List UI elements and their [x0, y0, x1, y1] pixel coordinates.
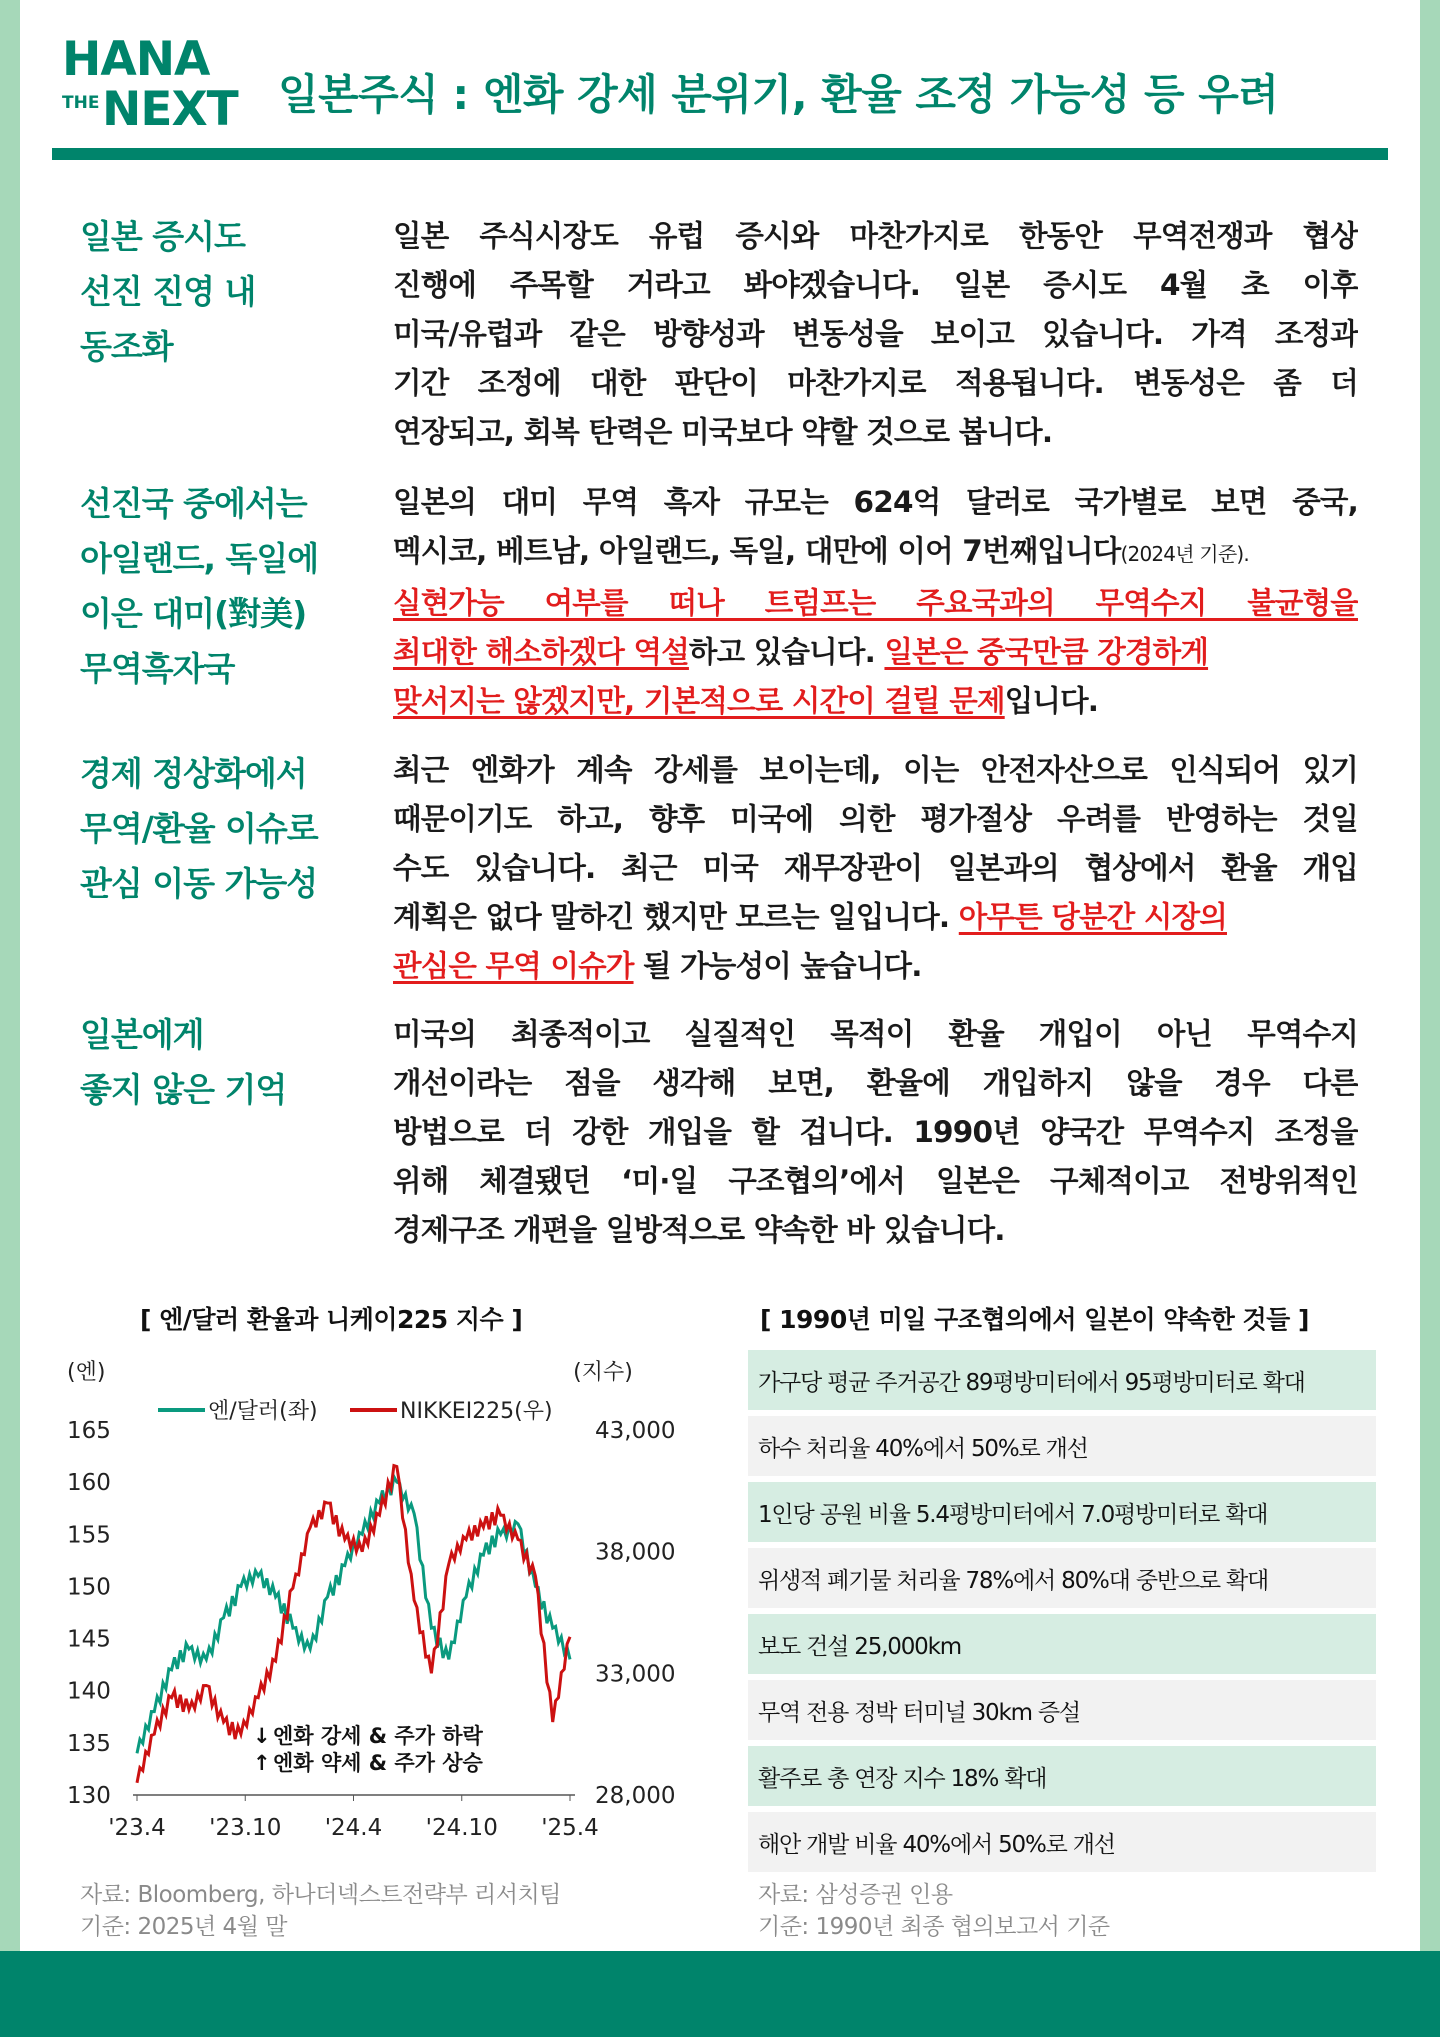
- body-line: [393, 893, 1358, 942]
- section2-heading: [80, 476, 360, 696]
- table-row: 보도 건설 25,000km: [748, 1614, 1376, 1674]
- annotation-line1: 엔화 강세 & 주가 하락: [273, 1724, 483, 1748]
- section3-heading-line: 관심 이동 가능성: [80, 864, 318, 903]
- chart-title: [ 엔/달러 환율과 니케이225 지수 ]: [140, 1305, 523, 1334]
- logo-line1: HANA: [62, 32, 210, 87]
- highlight-text: 아무튼 당분간 시장의: [958, 900, 1227, 934]
- section4-heading-line: 일본에게: [80, 1015, 204, 1054]
- y-right-tick-label: 43,000: [595, 1418, 676, 1444]
- highlight-text: 최대한 해소하겠다 역설: [393, 635, 689, 669]
- table-row: 가구당 평균 주거공간 89평방미터에서 95평방미터로 확대: [748, 1350, 1376, 1410]
- section3-heading: [80, 746, 360, 911]
- table-row: 위생적 폐기물 처리율 78%에서 80%대 중반으로 확대: [748, 1548, 1376, 1608]
- x-tick-label: '24.4: [324, 1815, 383, 1841]
- body-text: 될 가능성이 높습니다.: [633, 949, 922, 983]
- chart-source: [80, 1879, 561, 1943]
- table-source: [758, 1879, 1110, 1943]
- left-green-border: [0, 0, 20, 2037]
- highlight-text: 실현가능 여부를 떠나 트럼프는 주요국과의 무역수지 불균형을: [393, 586, 1358, 620]
- section3-heading-line: 무역/환율 이슈로: [80, 809, 318, 848]
- body-line: 일본 주식시장도 유럽 증시와 마찬가지로 한동안 무역전쟁과 협상: [393, 219, 1358, 253]
- body-line: [393, 628, 1358, 677]
- body-line: 방법으로 더 강한 개입을 할 겁니다. 1990년 양국간 무역수지 조정을: [393, 1115, 1358, 1149]
- body-line: 경제구조 개편을 일방적으로 약속한 바 있습니다.: [393, 1213, 1005, 1247]
- x-tick-label: '24.10: [425, 1815, 498, 1841]
- section3-body: [393, 746, 1358, 991]
- y-right-tick-label: 33,000: [595, 1661, 676, 1688]
- y-left-tick-label: 150: [67, 1574, 111, 1601]
- section4-heading-line: 좋지 않은 기억: [80, 1070, 287, 1109]
- body-line: 기간 조정에 대한 판단이 마찬가지로 적용됩니다. 변동성은 좀 더: [393, 366, 1358, 400]
- table-source-date: 기준: 1990년 최종 협의보고서 기준: [758, 1914, 1110, 1940]
- section2-heading-line: 무역흑자국: [80, 649, 235, 688]
- chart-source-date: 기준: 2025년 4월 말: [80, 1914, 287, 1940]
- body-line: [393, 942, 1358, 991]
- annotation-line2: 엔화 약세 & 주가 상승: [273, 1751, 483, 1775]
- table-source-text: 자료: 삼성증권 인용: [758, 1882, 953, 1908]
- body-line: 미국/유럽과 같은 방향성과 변동성을 보이고 있습니다. 가격 조정과: [393, 317, 1358, 351]
- body-line: 최근 엔화가 계속 강세를 보이는데, 이는 안전자산으로 인식되어 있기: [393, 753, 1358, 787]
- section2-heading-line: 선진국 중에서는: [80, 484, 307, 523]
- body-line: 개선이라는 점을 생각해 보면, 환율에 개입하지 않을 경우 다른: [393, 1066, 1358, 1100]
- x-tick-label: '23.4: [108, 1815, 166, 1841]
- section1-heading: [80, 209, 360, 374]
- y-left-unit-label: (엔): [67, 1360, 106, 1385]
- highlight-text: 일본은 중국만큼 강경하게: [884, 635, 1209, 669]
- body-text: 입니다.: [1004, 684, 1099, 718]
- body-line: 일본의 대미 무역 흑자 규모는 624억 달러로 국가별로 보면 중국,: [393, 485, 1358, 519]
- y-left-axis: [67, 1418, 111, 1809]
- x-axis: [108, 1795, 599, 1841]
- chart-source-text: 자료: Bloomberg, 하나더넥스트전략부 리서치팀: [80, 1882, 561, 1908]
- usdjpy-nikkei-chart: [55, 1350, 695, 1870]
- section1-body: [393, 212, 1358, 457]
- y-right-axis: [595, 1418, 675, 1809]
- body-line: 미국의 최종적이고 실질적인 목적이 환율 개입이 아닌 무역수지: [393, 1017, 1358, 1051]
- body-line: 때문이기도 하고, 향후 미국에 의한 평가절상 우려를 반영하는 것일: [393, 802, 1358, 836]
- y-left-tick-label: 165: [67, 1418, 111, 1444]
- chart-annotation: [253, 1724, 484, 1775]
- footer-band: [0, 1951, 1440, 2037]
- body-line: [393, 677, 1358, 726]
- body-line: 수도 있습니다. 최근 미국 재무장관이 일본과의 협상에서 환율 개입: [393, 851, 1358, 885]
- section1-heading-line: 선진 진영 내: [80, 272, 256, 311]
- section2-heading-line: 이은 대미(對美): [80, 594, 307, 633]
- page-title: 일본주식 : 엔화 강세 분위기, 환율 조정 가능성 등 우려: [278, 70, 1279, 119]
- legend-usdjpy-label: 엔/달러(좌): [208, 1399, 318, 1424]
- y-right-unit-label: (지수): [573, 1360, 633, 1385]
- right-green-border: [1420, 0, 1440, 2037]
- chart-legend: [158, 1399, 553, 1424]
- hana-the-next-logo: [62, 32, 258, 137]
- body-line: 연장되고, 회복 탄력은 미국보다 약할 것으로 봅니다.: [393, 415, 1053, 449]
- annotation-up-arrow: ↑: [253, 1751, 271, 1775]
- section2-heading-line: 아일랜드, 독일에: [80, 539, 319, 578]
- body-line: [393, 579, 1358, 628]
- table-row: 활주로 총 연장 지수 18% 확대: [748, 1746, 1376, 1806]
- table-title: [ 1990년 미일 구조협의에서 일본이 약속한 것들 ]: [760, 1305, 1309, 1334]
- logo-line2b: NEXT: [102, 82, 238, 137]
- body-text: 하고 있습니다.: [688, 635, 885, 669]
- body-text: 계획은 없다 말하긴 했지만 모르는 일입니다.: [393, 900, 959, 934]
- commitments-table: [748, 1350, 1376, 1878]
- title-underline: [52, 148, 1388, 160]
- section3-heading-line: 경제 정상화에서: [80, 754, 307, 793]
- body-text: 멕시코, 베트남, 아일랜드, 독일, 대만에 이어 7번째입니다: [393, 534, 1121, 568]
- logo-line2a: THE: [62, 93, 100, 113]
- highlight-text: 맞서지는 않겠지만, 기본적으로 시간이 걸릴 문제: [393, 684, 1005, 718]
- section1-heading-line: 동조화: [80, 327, 173, 366]
- highlight-text: 관심은 무역 이슈가: [393, 949, 634, 983]
- table-row: 1인당 공원 비율 5.4평방미터에서 7.0평방미터로 확대: [748, 1482, 1376, 1542]
- y-left-tick-label: 130: [67, 1783, 111, 1809]
- x-tick-label: '25.4: [541, 1815, 599, 1841]
- y-right-tick-label: 38,000: [595, 1539, 676, 1566]
- body-line: 위해 체결됐던 ‘미·일 구조협의’에서 일본은 구체적이고 전방위적인: [393, 1164, 1358, 1198]
- body-note: (2024년 기준).: [1120, 542, 1249, 566]
- x-tick-label: '23.10: [209, 1815, 282, 1841]
- y-right-tick-label: 28,000: [595, 1783, 676, 1809]
- annotation-down-arrow: ↓: [253, 1724, 271, 1748]
- table-row: 하수 처리율 40%에서 50%로 개선: [748, 1416, 1376, 1476]
- y-left-tick-label: 140: [67, 1678, 111, 1705]
- section1-heading-line: 일본 증시도: [80, 217, 245, 256]
- legend-nikkei-label: NIKKEI225(우): [400, 1399, 553, 1424]
- y-left-tick-label: 135: [67, 1730, 111, 1757]
- section2-body: [393, 478, 1358, 726]
- y-left-tick-label: 145: [67, 1626, 111, 1653]
- body-line: 진행에 주목할 거라고 봐야겠습니다. 일본 증시도 4월 초 이후: [393, 268, 1358, 302]
- section4-heading: [80, 1007, 360, 1117]
- section4-body: [393, 1010, 1358, 1255]
- table-row: 해안 개발 비율 40%에서 50%로 개선: [748, 1812, 1376, 1872]
- body-line: [393, 527, 1358, 579]
- y-left-tick-label: 155: [67, 1522, 111, 1549]
- y-left-tick-label: 160: [67, 1470, 111, 1497]
- table-row: 무역 전용 정박 터미널 30km 증설: [748, 1680, 1376, 1740]
